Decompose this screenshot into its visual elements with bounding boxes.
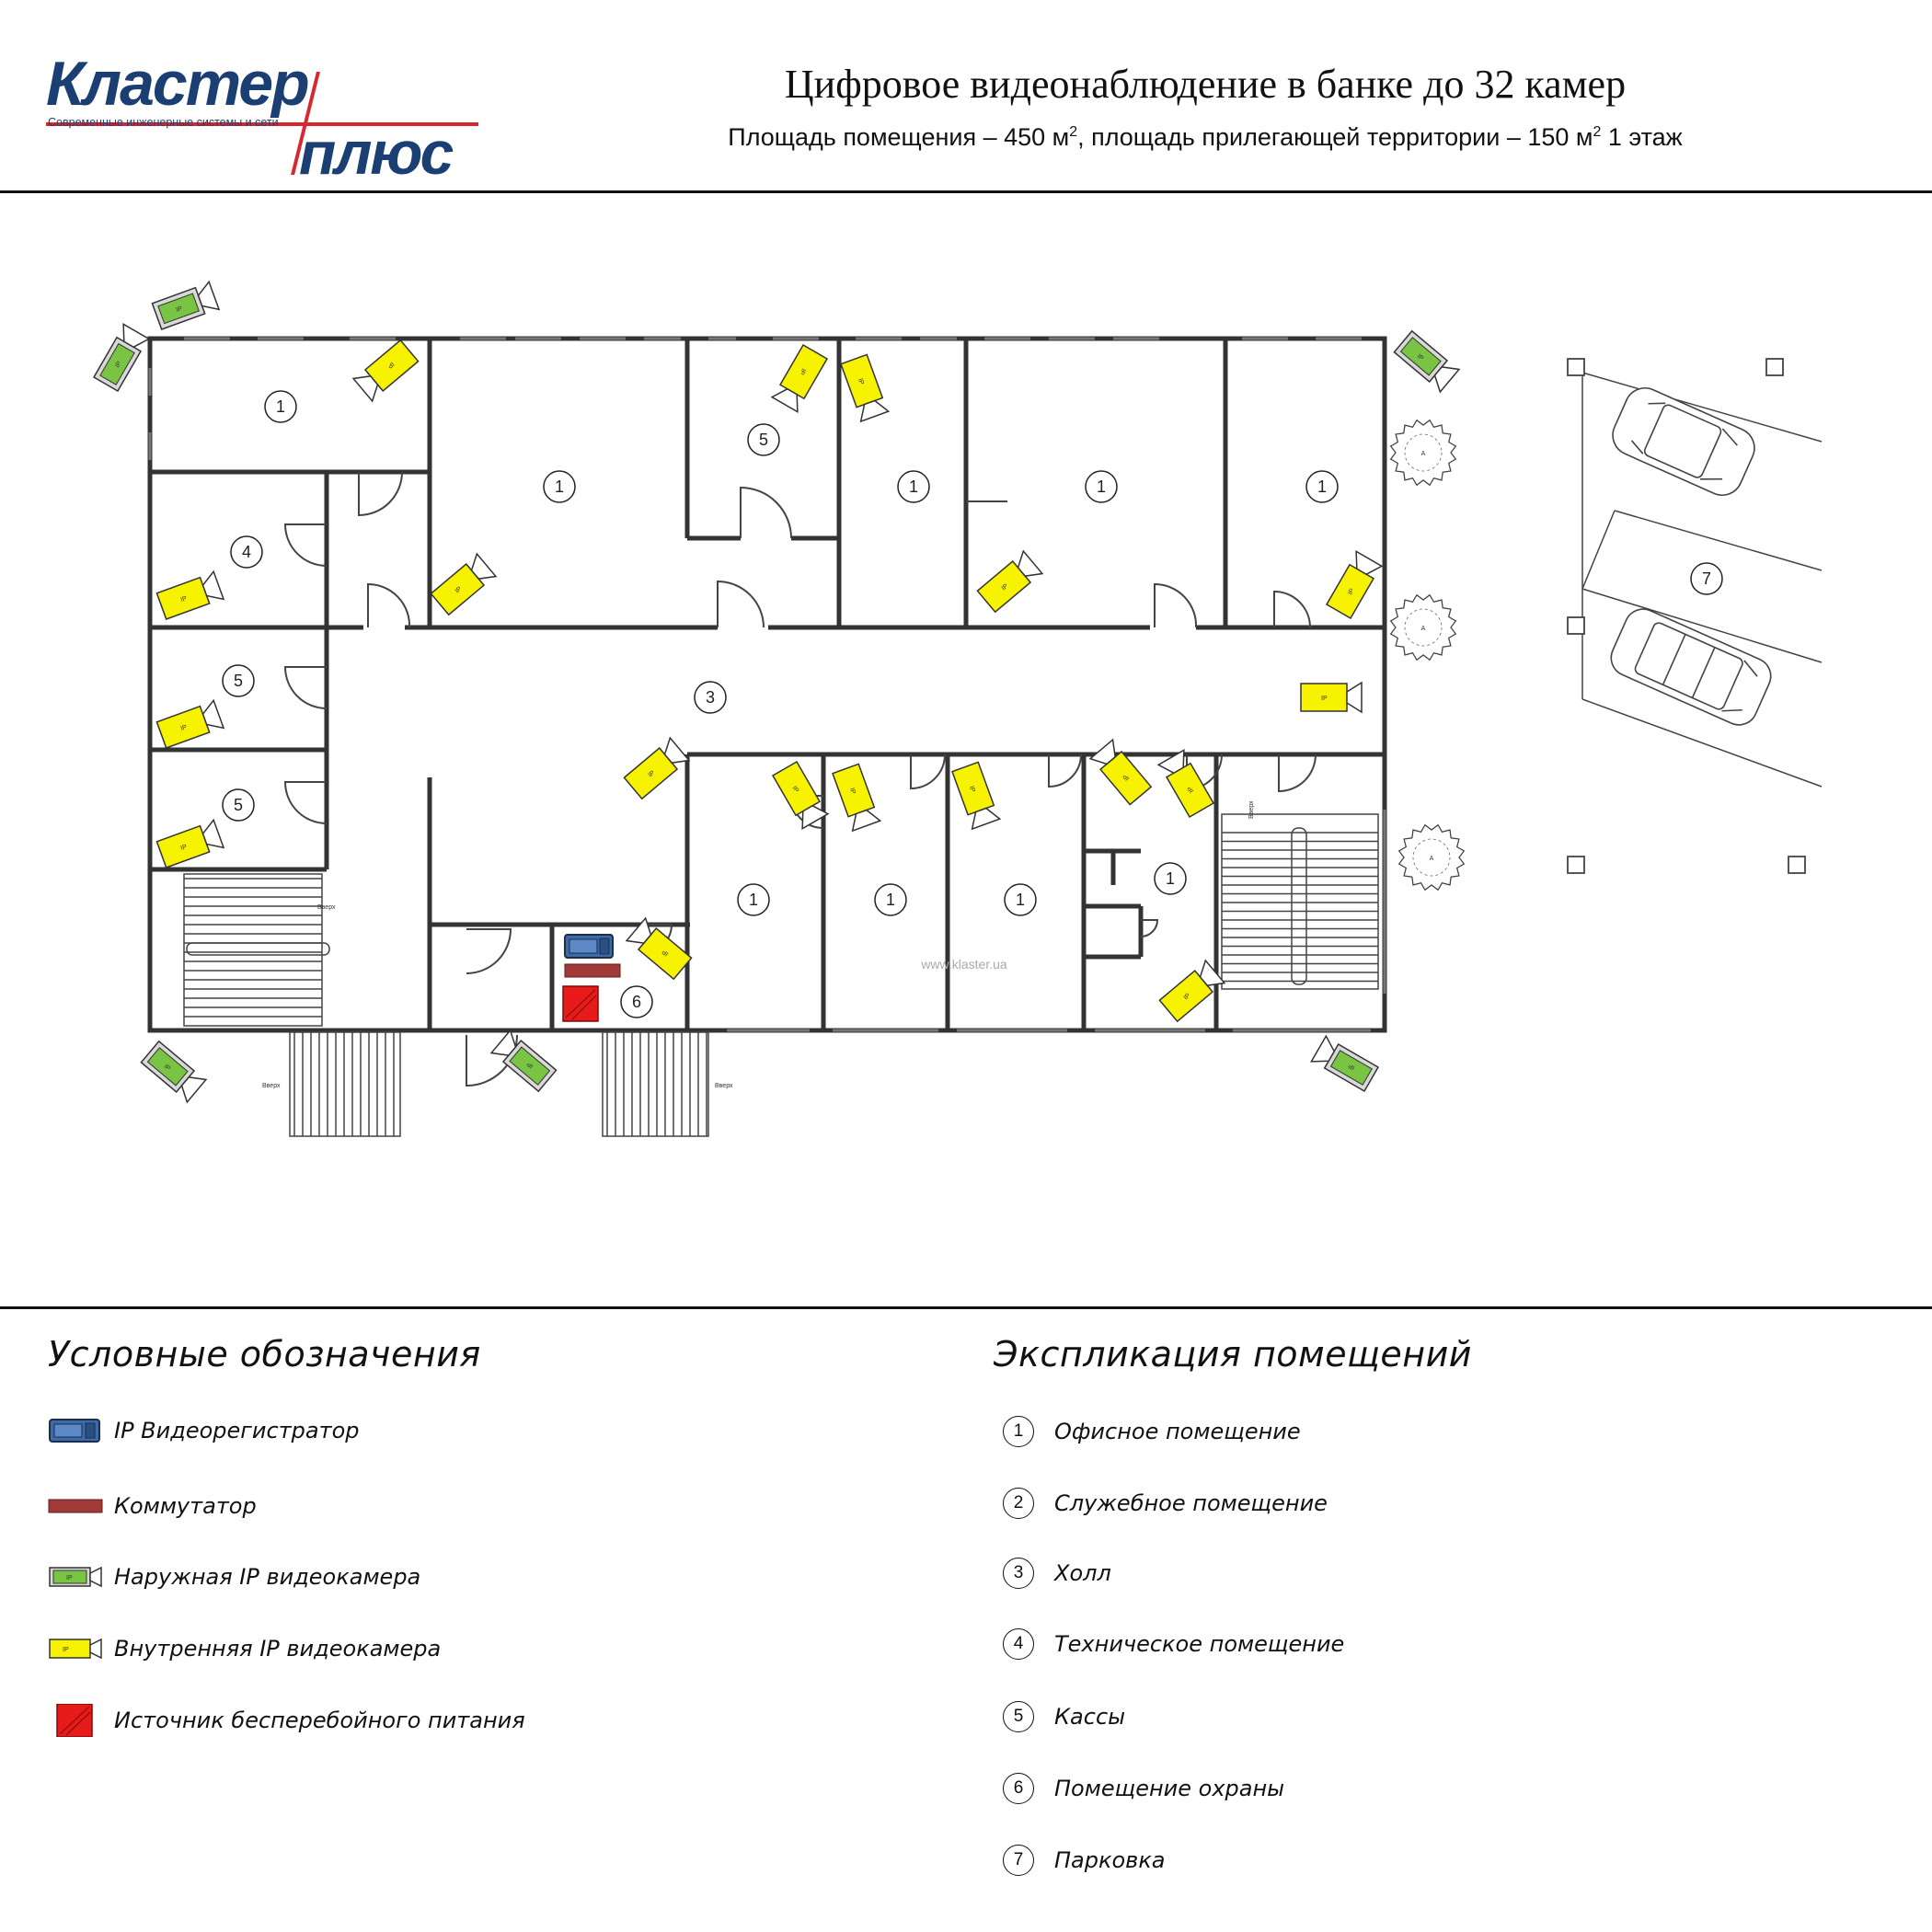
legend-label-ups: Источник бесперебойного питания (114, 1708, 525, 1733)
room-number (738, 884, 769, 915)
indoor-camera-icon (431, 554, 496, 615)
indoor-camera-icon (624, 738, 689, 799)
indoor-camera-icon (156, 700, 224, 749)
explication-number: 4 (1003, 1628, 1034, 1660)
subtitle-sup-2: 2 (1593, 124, 1602, 140)
room-number (1691, 563, 1722, 594)
svg-text:1: 1 (1165, 869, 1176, 888)
indoor-camera-icon (977, 551, 1042, 613)
svg-text:A: A (1420, 626, 1426, 632)
subtitle-part-3: 1 этаж (1601, 123, 1683, 151)
stairs-bottom-right (603, 1032, 708, 1136)
switch-icon (48, 1489, 105, 1523)
outdoor-camera-icon (93, 324, 149, 391)
dvr-device (565, 935, 613, 958)
cameras (93, 282, 1459, 1102)
stairs-label-right: Вверх (1248, 800, 1255, 819)
stairs-label-bottom-right: Вверх (715, 1083, 733, 1089)
explication-label: Техническое помещение (1054, 1631, 1345, 1657)
room-number (898, 471, 929, 502)
svg-text:IP: IP (967, 785, 976, 794)
indoor-camera-icon (951, 762, 1000, 829)
svg-text:1: 1 (1096, 477, 1107, 496)
explication-number: 6 (1003, 1773, 1034, 1804)
indoor-camera-icon (627, 918, 692, 980)
outdoor-camera-icon (1394, 330, 1459, 392)
svg-text:IP: IP (385, 360, 396, 370)
explication-number: 3 (1003, 1558, 1034, 1589)
ups-device (563, 986, 598, 1021)
indoor-camera-icon (840, 354, 889, 421)
svg-text:IP: IP (179, 595, 189, 604)
watermark: www.klaster.ua (921, 957, 1007, 972)
explication-item-6 (1003, 1770, 1284, 1807)
svg-text:1: 1 (1015, 891, 1026, 909)
indoor-camera-icon (1326, 551, 1382, 618)
indoor-camera-icon (353, 339, 419, 401)
indoor-camera-icon (156, 820, 224, 868)
svg-text:6: 6 (631, 993, 642, 1011)
svg-text:IP: IP (179, 724, 189, 733)
svg-text:1: 1 (554, 477, 565, 496)
outdoor-camera-icon (152, 282, 219, 330)
stairs-label-left: Вверх (317, 904, 336, 911)
svg-text:1: 1 (275, 397, 286, 416)
svg-text:IP: IP (66, 1575, 73, 1581)
room-number (265, 391, 296, 422)
subtitle-part-2: , площадь прилегающей территории – 150 м (1077, 123, 1593, 151)
outdoor-camera-icon (141, 1041, 206, 1102)
legend-label-outdoor-camera: Наружная IP видеокамера (114, 1564, 421, 1590)
indoor-camera-icon (48, 1632, 105, 1665)
svg-text:IP: IP (661, 948, 671, 958)
legend-item-indoor-camera (48, 1630, 441, 1667)
svg-text:IP: IP (647, 769, 657, 779)
svg-text:IP: IP (63, 1647, 69, 1653)
room-number (1155, 863, 1186, 894)
svg-text:IP: IP (1347, 1062, 1356, 1071)
tree-icon (1391, 595, 1456, 661)
svg-text:IP: IP (1415, 352, 1425, 362)
explication-number: 7 (1003, 1845, 1034, 1876)
indoor-camera-icon (1301, 683, 1362, 712)
room-number (231, 536, 262, 568)
svg-text:IP: IP (175, 305, 184, 315)
tree-icon (1399, 825, 1465, 891)
outdoor-camera-icon (48, 1560, 105, 1593)
legend-item-switch (48, 1488, 257, 1524)
tree-icon (1391, 420, 1456, 486)
explication-label: Холл (1054, 1560, 1111, 1586)
svg-text:A: A (1429, 856, 1434, 862)
svg-text:IP: IP (1347, 587, 1356, 596)
svg-text:IP: IP (179, 844, 189, 853)
svg-text:IP: IP (1186, 785, 1196, 794)
room-number (621, 986, 652, 1018)
explication-number: 1 (1003, 1416, 1034, 1447)
stairs-bottom-left (290, 1032, 400, 1136)
svg-text:IP: IP (790, 785, 800, 794)
room-number (544, 471, 575, 502)
room-number (223, 789, 254, 821)
logo-tagline: Современные инженерные системы и сети (48, 116, 279, 129)
svg-text:IP: IP (847, 787, 857, 796)
legend-divider (0, 1306, 1932, 1309)
trees (1391, 420, 1465, 891)
svg-text:5: 5 (758, 431, 769, 449)
stairs-right (1222, 814, 1378, 989)
explication-label: Офисное помещение (1054, 1419, 1301, 1444)
explication-label: Служебное помещение (1054, 1490, 1328, 1516)
svg-text:A: A (1420, 451, 1426, 457)
legend-label-switch: Коммутатор (114, 1493, 257, 1519)
indoor-camera-icon (832, 764, 880, 831)
room-number (748, 424, 779, 455)
legend-item-ups (48, 1702, 525, 1739)
stairs-left (184, 874, 329, 1026)
room-number (1005, 884, 1036, 915)
room-number (1086, 471, 1117, 502)
svg-text:1: 1 (1317, 477, 1328, 496)
svg-text:1: 1 (908, 477, 919, 496)
subtitle-part-1: Площадь помещения – 450 м (728, 123, 1070, 151)
svg-text:5: 5 (233, 796, 244, 814)
room-number (695, 682, 726, 713)
svg-text:IP: IP (114, 360, 123, 369)
logo-main-text: Кластер (46, 49, 308, 119)
dvr-icon (48, 1414, 105, 1447)
legend-item-dvr (48, 1412, 360, 1449)
indoor-camera-icon (772, 344, 828, 411)
explication-item-2 (1003, 1485, 1328, 1522)
legend-title: Условные обозначения (48, 1334, 481, 1374)
logo-plus-text: плюс (299, 119, 453, 187)
ups-icon (48, 1704, 105, 1737)
switch-device (565, 964, 620, 977)
explication-item-3 (1003, 1555, 1111, 1592)
svg-text:IP: IP (525, 1060, 535, 1070)
explication-item-5 (1003, 1698, 1125, 1735)
legend-label-indoor-camera: Внутренняя IP видеокамера (114, 1636, 442, 1662)
explication-item-4 (1003, 1626, 1344, 1662)
svg-text:IP: IP (856, 377, 865, 386)
svg-text:IP: IP (1182, 992, 1192, 1002)
explication-item-1 (1003, 1413, 1301, 1450)
explication-title: Экспликация помещений (994, 1334, 1472, 1374)
outdoor-camera-icon (491, 1030, 557, 1092)
svg-text:IP: IP (1000, 582, 1010, 592)
svg-text:1: 1 (748, 891, 759, 909)
legend-item-outdoor-camera (48, 1558, 420, 1595)
indoor-camera-icon (156, 571, 224, 620)
explication-number: 5 (1003, 1701, 1034, 1732)
svg-text:4: 4 (241, 543, 252, 561)
room-number (875, 884, 906, 915)
room-number (1306, 471, 1338, 502)
svg-text:3: 3 (705, 688, 716, 707)
svg-text:1: 1 (885, 891, 896, 909)
explication-item-7 (1003, 1842, 1166, 1879)
svg-text:IP: IP (454, 585, 464, 595)
car-top (1606, 382, 1761, 501)
svg-text:IP: IP (1321, 696, 1328, 702)
outdoor-camera-icon (1311, 1036, 1378, 1092)
indoor-camera-icon (1090, 740, 1152, 805)
explication-label: Кассы (1054, 1704, 1126, 1730)
stairs-label-bottom-left: Вверх (262, 1083, 281, 1089)
explication-label: Помещение охраны (1054, 1776, 1285, 1801)
subtitle-sup-1: 2 (1069, 124, 1078, 140)
room-number (223, 665, 254, 696)
legend-label-dvr: IP Видеорегистратор (114, 1418, 360, 1443)
explication-label: Парковка (1054, 1847, 1166, 1873)
svg-text:IP: IP (1121, 772, 1132, 782)
svg-text:IP: IP (162, 1063, 172, 1073)
page-title: Цифровое видеонаблюдение в банке до 32 камер (784, 62, 1627, 107)
svg-text:7: 7 (1701, 569, 1712, 588)
explication-number: 2 (1003, 1488, 1034, 1519)
svg-text:IP: IP (798, 367, 807, 376)
svg-text:5: 5 (233, 672, 244, 690)
